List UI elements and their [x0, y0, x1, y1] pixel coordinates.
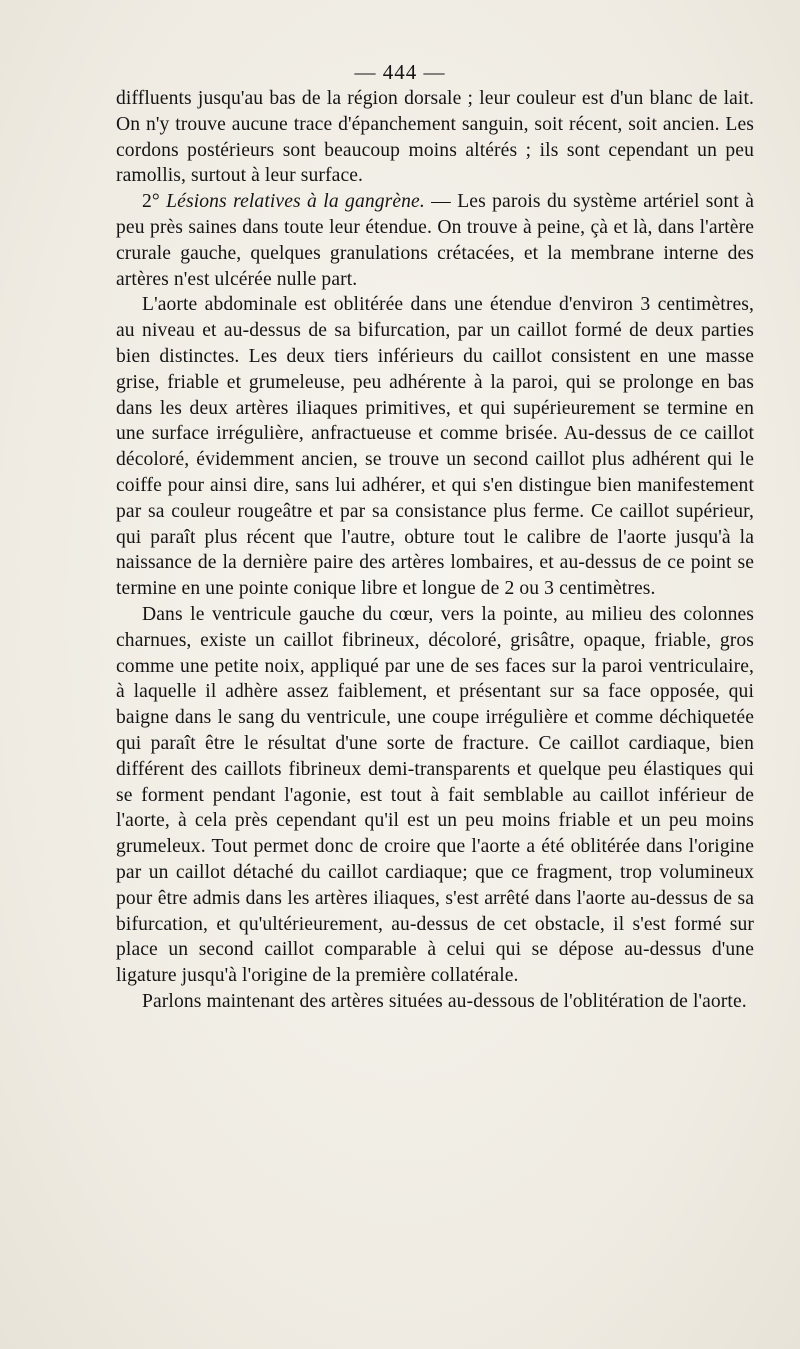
paragraph-2-text: — Les parois du système artériel sont à peu près saines dans toute leur étendue. On trouve à peine, çà et là, dans l'artère crurale gauche, quelques granulations crétacées, et la membrane interne des artères n'est ulcérée nulle part.	[116, 191, 754, 290]
section-number: 2°	[142, 191, 167, 213]
paragraph-5: Parlons maintenant des artères situées au-dessous de l'oblitération de l'aorte.	[142, 990, 747, 1012]
page-number: — 444 —	[354, 60, 446, 84]
paragraph-4: Dans le ventricule gauche du cœur, vers la pointe, au milieu des colonnes charnues, existe un caillot fibrineux, décoloré, grisâtre, opaque, friable, gros comme une petite noix, appliqué par une de ses faces sur la paroi ventriculaire, à laquelle il adhère assez faiblement, et présentant sur sa face opposée, qui baigne dans le sang du ventricule, une coupe irrégulière et comme déchiquetée qui paraît être le résultat d'une sorte de fracture. Ce caillot cardiaque, bien différent des caillots fibrineux demi-transparents et quelque peu élastiques qui se forment pendant l'agonie, est tout à fait semblable au caillot inférieur de l'aorte, à cela près cependant qu'il est un peu moins friable et un peu moins grumeleux. Tout permet donc de croire que l'aorte a été oblitérée dans l'origine par un caillot détaché du caillot cardiaque; que ce fragment, trop volumineux pour être admis dans les artères iliaques, s'est arrêté dans l'aorte au-dessus de sa bifurcation, et qu'ultérieurement, au-dessus de cet obstacle, il s'est formé sur place un second caillot comparable à celui qui se dépose au-dessus d'une ligature jusqu'à l'origine de la première collatérale.	[116, 603, 754, 987]
paragraph-2	[116, 189, 754, 292]
body-text	[116, 86, 754, 1015]
paragraph-1: diffluents jusqu'au bas de la région dorsale ; leur couleur est d'un blanc de lait. On n'y trouve aucune trace d'épanchement sanguin, soit récent, soit ancien. Les cordons postérieurs sont beaucoup moins altérés ; ils sont cependant un peu ramollis, surtout à leur surface.	[116, 88, 754, 187]
section-heading: Lésions relatives à la gangrène.	[166, 191, 425, 213]
paragraph-3: L'aorte abdominale est oblitérée dans une étendue d'environ 3 centimètres, au niveau et au-dessus de sa bifurcation, par un caillot formé de deux parties bien distinctes. Les deux tiers inférieurs du caillot consistent en une masse grise, friable et grumeleuse, peu adhérente à la paroi, qui se prolonge en bas dans les deux artères iliaques primitives, et qui supérieurement se termine en une surface irrégulière, anfractueuse et comme brisée. Au-dessus de ce caillot décoloré, évidemment ancien, se trouve un second caillot plus adhérent qui le coiffe pour ainsi dire, sans lui adhérer, et qui s'en distingue bien manifestement par sa couleur rougeâtre et par sa consistance plus ferme. Ce caillot supérieur, qui paraît plus récent que l'autre, obture tout le calibre de l'aorte jusqu'à la naissance de la dernière paire des artères lombaires, et au-dessus de ce point se termine en une pointe conique libre et longue de 2 ou 3 centimètres.	[116, 294, 754, 600]
